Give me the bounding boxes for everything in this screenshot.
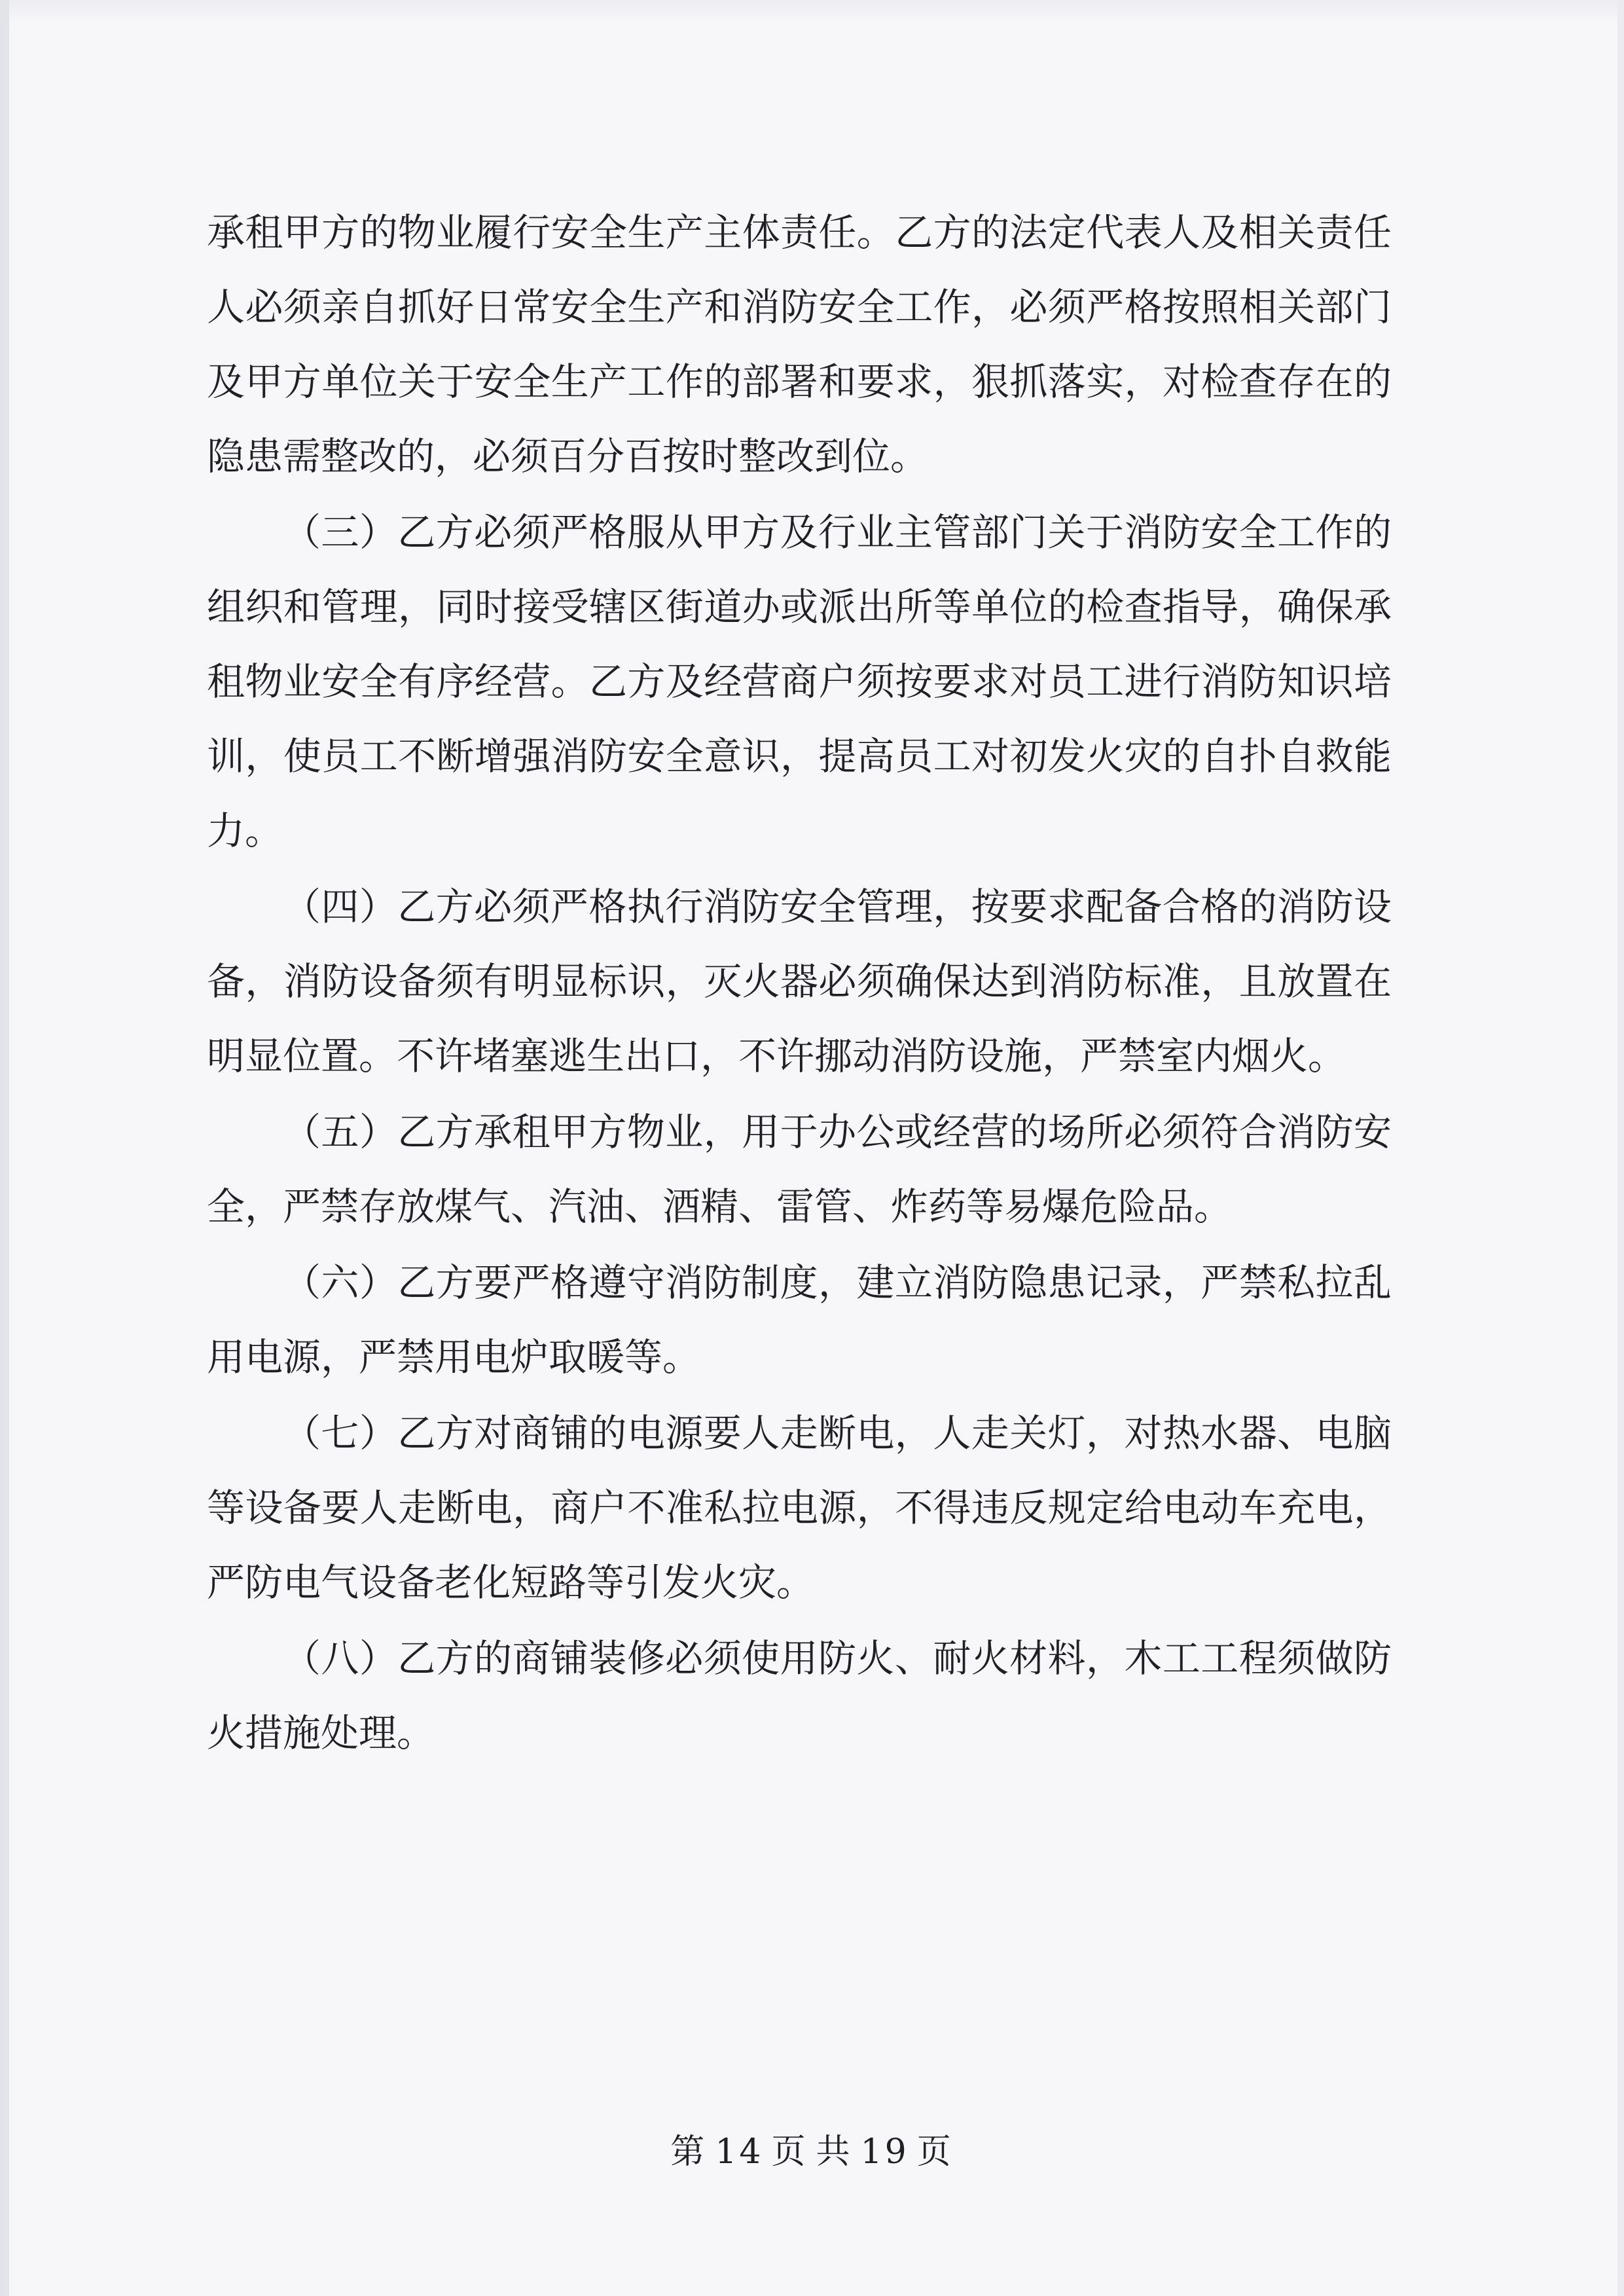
footer-total-pages: 19: [860, 2132, 909, 2172]
paragraph-clause-4: （四）乙方必须严格执行消防安全管理，按要求配备合格的消防设备，消防设备须有明显标识，灭火器必须确保达到消防标准，且放置在明显位置。不许堵塞逃生出口，不许挪动消防设施，严禁室内烟火。: [207, 884, 1392, 1078]
footer-current-page: 14: [715, 2132, 764, 2172]
page-footer: [0, 2129, 1624, 2175]
footer-page-prefix: 第: [670, 2132, 708, 2172]
scan-right-edge: [1617, 0, 1624, 2296]
paragraph-continuation: 承租甲方的物业履行安全生产主体责任。乙方的法定代表人及相关责任人必须亲自抓好日常安全生产和消防安全工作，必须严格按照相关部门及甲方单位关于安全生产工作的部署和要求，狠抓落实，对检查存在的隐患需整改的，必须百分百按时整改到位。: [207, 210, 1392, 479]
paragraph-clause-3: （三）乙方必须严格服从甲方及行业主管部门关于消防安全工作的组织和管理，同时接受辖区街道办或派出所等单位的检查指导，确保承租物业安全有序经营。乙方及经营商户须按要求对员工进行消防知识培训，使员工不断增强消防安全意识，提高员工对初发火灾的自扑自救能力。: [207, 510, 1392, 853]
paragraph-clause-5: （五）乙方承租甲方物业，用于办公或经营的场所必须符合消防安全，严禁存放煤气、汽油、酒精、雷管、炸药等易爆危险品。: [207, 1110, 1392, 1229]
footer-total-prefix: 共: [816, 2132, 853, 2172]
paragraph-clause-6: （六）乙方要严格遵守消防制度，建立消防隐患记录，严禁私拉乱用电源，严禁用电炉取暖等。: [207, 1260, 1392, 1379]
footer-page-word: 页: [771, 2132, 808, 2172]
scan-left-edge: [0, 0, 9, 2296]
scan-top-shadow: [0, 0, 1624, 24]
paragraph-clause-7: （七）乙方对商铺的电源要人走断电，人走关灯，对热水器、电脑等设备要人走断电，商户不准私拉电源，不得违反规定给电动车充电，严防电气设备老化短路等引发火灾。: [207, 1411, 1392, 1605]
footer-page-suffix: 页: [916, 2132, 954, 2172]
document-body: [207, 195, 1392, 1772]
paragraph-clause-8: （八）乙方的商铺装修必须使用防火、耐火材料，木工工程须做防火措施处理。: [207, 1636, 1392, 1755]
